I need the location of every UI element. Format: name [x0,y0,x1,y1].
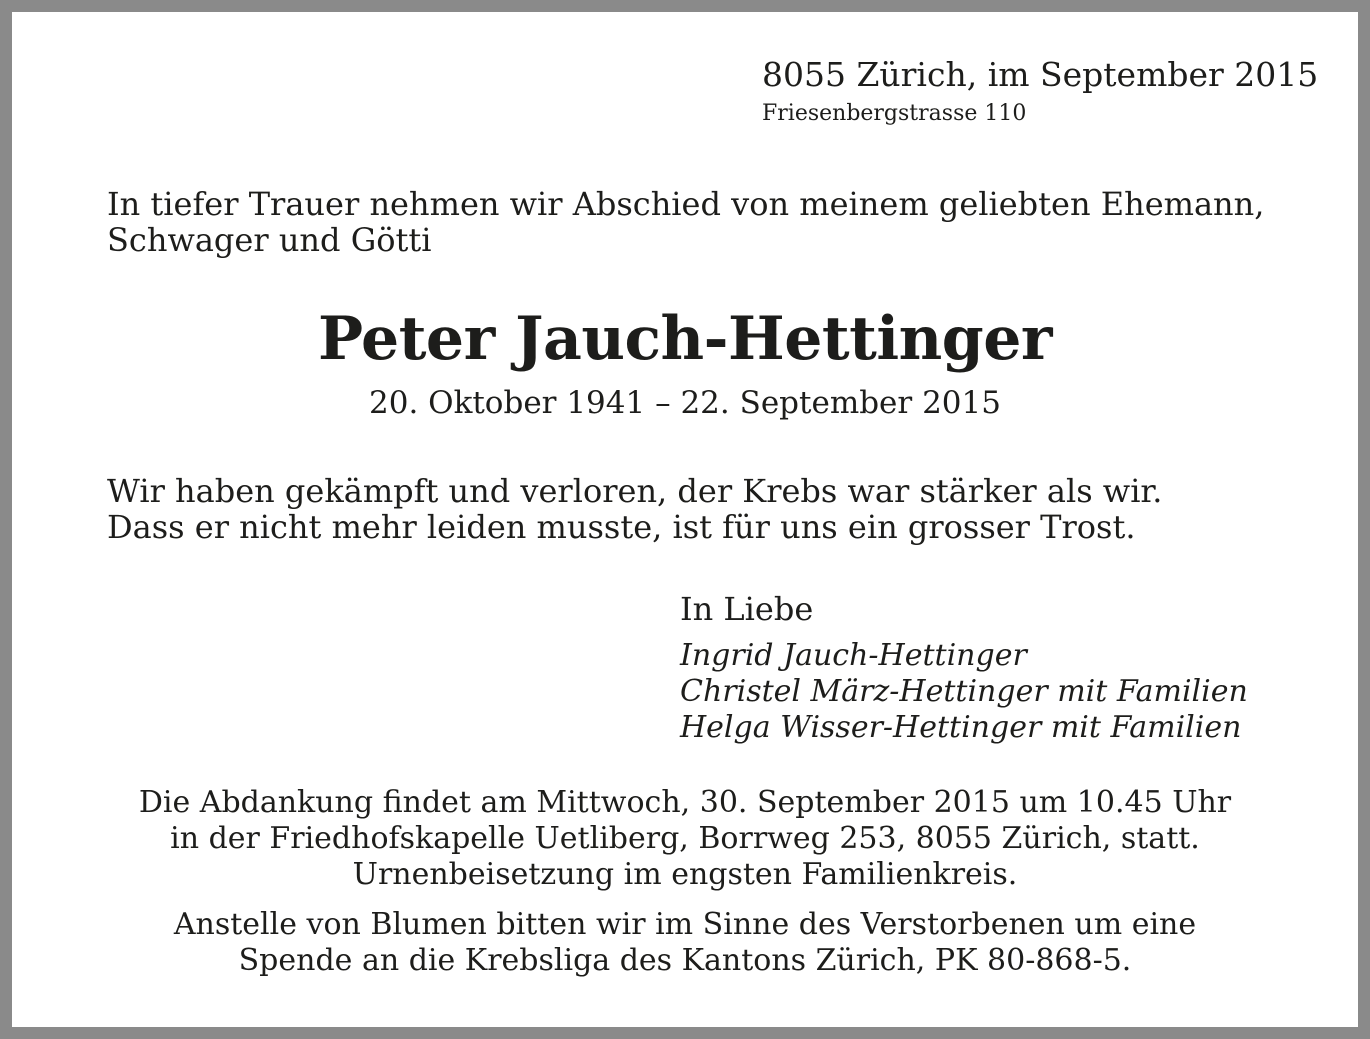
service-info [12,785,1358,893]
quote-text [107,473,1162,545]
mourner-name: Christel März-Hettinger mit Familien [680,674,1248,709]
quote-line: Wir haben gekämpft und verloren, der Krebs war stärker als wir. [107,472,1163,510]
obituary-notice [12,12,1358,1027]
intro-line: Schwager und Götti [107,221,432,259]
service-line: in der Friedhofskapelle Uetliberg, Borrweg 253, 8055 Zürich, statt. [170,821,1200,856]
address: Friesenbergstrasse 110 [762,101,1027,126]
quote-line: Dass er nicht mehr leiden musste, ist für uns ein grosser Trost. [107,508,1136,546]
life-dates: 20. Oktober 1941 – 22. September 2015 [369,385,1001,421]
mourner-name: Helga Wisser-Hettinger mit Familien [680,710,1242,745]
donation-line: Spende an die Krebsliga des Kantons Zürich, PK 80-868-5. [238,943,1132,978]
mourner-name: Ingrid Jauch-Hettinger [680,638,1027,673]
service-line: Die Abdankung findet am Mittwoch, 30. September 2015 um 10.45 Uhr [138,785,1232,820]
donation-request [12,907,1358,979]
deceased-name: Peter Jauch-Hettinger [318,304,1052,374]
place-and-date: 8055 Zürich, im September 2015 [762,55,1319,94]
donation-line: Anstelle von Blumen bitten wir im Sinne des Verstorbenen um eine [173,907,1197,942]
closing-phrase: In Liebe [680,590,814,628]
mourners-list [680,638,1248,746]
service-line: Urnenbeisetzung im engsten Familienkreis. [352,857,1018,892]
intro-line: In tiefer Trauer nehmen wir Abschied von meinem geliebten Ehemann, [107,185,1265,223]
intro-text [107,186,1264,258]
